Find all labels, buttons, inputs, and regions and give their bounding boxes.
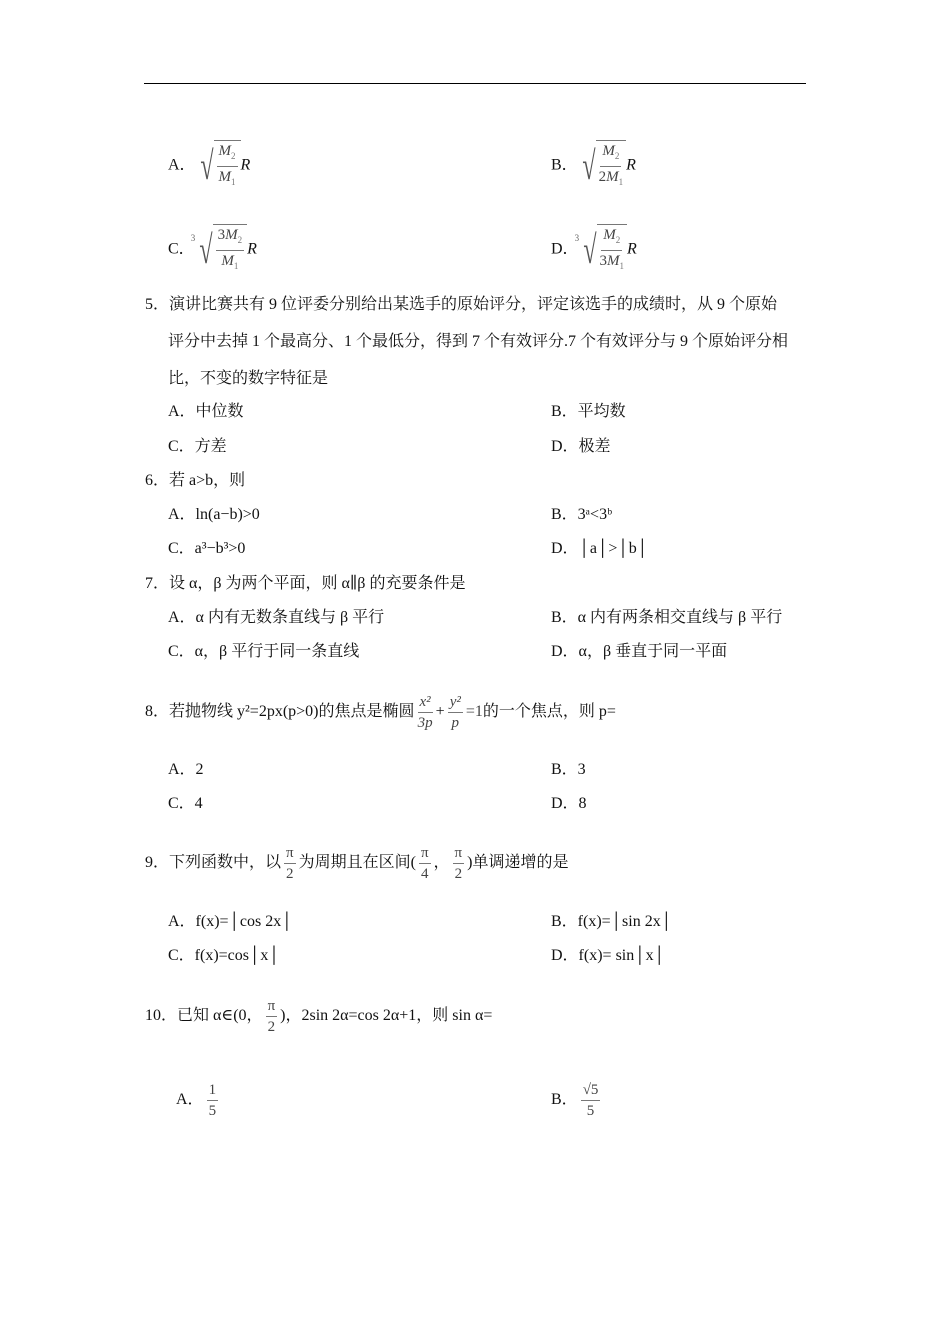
q6-option-d: D．│a│>│b│: [551, 540, 649, 557]
q8-option-c: C．4: [168, 795, 203, 812]
q6-option-b: B．3ᵃ<3ᵇ: [551, 506, 613, 523]
q9-option-a: A．f(x)=│cos 2x│: [168, 913, 293, 930]
q9-stem: 9．下列函数中，以 $\frac{\pi}{2}$ 为周期且在区间( $\frac{\pi}{4}$ ， $\frac{\pi}{2}$ )单调递增的是: [145, 844, 569, 882]
q5-stem-line2: 评分中去掉 1 个最高分、1 个最低分，得到 7 个有效评分.7 个有效评分与 9 个原始评分相: [168, 333, 789, 350]
q6-option-a: A．ln(a−b)>0: [168, 506, 260, 523]
q7-stem: 7．设 α，β 为两个平面，则 α∥β 的充要条件是: [145, 575, 466, 592]
q4-option-a: A． √ $\frac{M_2}{M_1}$ R: [168, 140, 250, 192]
q5-option-d: D．极差: [551, 438, 611, 455]
q5-stem-line1: 5．演讲比赛共有 9 位评委分别给出某选手的原始评分，评定该选手的成绩时，从 9 个原始: [145, 296, 778, 313]
q7-option-a: A．α 内有无数条直线与 β 平行: [168, 609, 385, 626]
q10-option-a: A． $\frac{1}{5}$: [176, 1081, 217, 1119]
q8-stem: 8．若抛物线 y²=2px(p>0)的焦点是椭圆 $\frac{\text{x²}}{3p}$ + $\frac{\text{y²}}{p}$ =1的一个焦点，则 p=: [145, 693, 616, 731]
q7-option-b: B．α 内有两条相交直线与 β 平行: [551, 609, 783, 626]
q10-stem: 10．已知 α∈(0， $\frac{\pi}{2}$ )，2sin 2α=cos 2α+1，则 sin α=: [145, 997, 493, 1035]
q5-stem-line3: 比，不变的数字特征是: [168, 370, 329, 387]
q9-option-b: B．f(x)=│sin 2x│: [551, 913, 673, 930]
q6-option-c: C．a³−b³>0: [168, 540, 246, 557]
q4-option-c: C． 3 √ $\frac{3M_2}{M_1}$ R: [168, 224, 257, 276]
q4-option-b: B． √ $\frac{M_2}{2M_1}$ R: [551, 140, 636, 192]
q4-option-d: D． 3 √ $\frac{M_2}{3M_1}$ R: [551, 224, 637, 276]
header-rule: [144, 83, 806, 84]
q8-option-b: B．3: [551, 761, 586, 778]
q6-stem: 6．若 a>b，则: [145, 472, 246, 489]
q5-option-a: A．中位数: [168, 403, 244, 420]
q7-option-c: C．α，β 平行于同一条直线: [168, 643, 360, 660]
q7-option-d: D．α，β 垂直于同一平面: [551, 643, 728, 660]
q8-option-d: D．8: [551, 795, 587, 812]
q9-option-d: D．f(x)= sin│x│: [551, 947, 665, 964]
q5-option-c: C．方差: [168, 438, 227, 455]
q5-option-b: B．平均数: [551, 403, 626, 420]
q8-option-a: A．2: [168, 761, 204, 778]
q9-option-c: C．f(x)=cos│x│: [168, 947, 280, 964]
q10-option-b: B． $\frac{√5}{5}$: [551, 1081, 599, 1119]
